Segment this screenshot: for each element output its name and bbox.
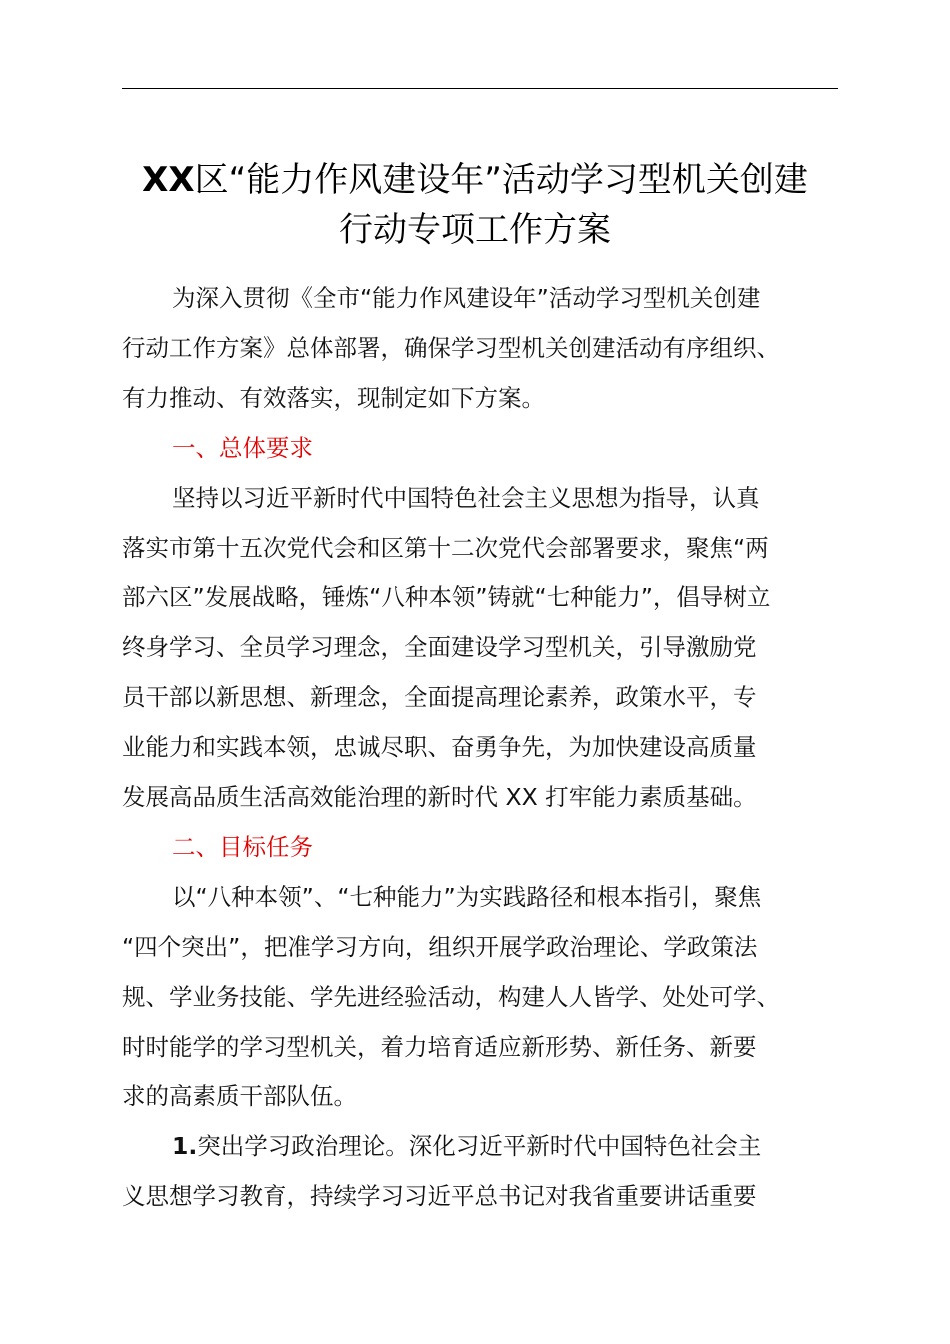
paragraph-line	[172, 1131, 761, 1161]
paragraph-line: 求的高素质干部队伍。	[122, 1082, 357, 1111]
document-title-line-1	[100, 152, 850, 201]
document-title-line-2: 行动专项工作方案	[339, 210, 611, 250]
section-heading: 二、目标任务	[172, 832, 313, 861]
paragraph-line: 业能力和实践本领，忠诚尽职、奋勇争先，为加快建设高质量	[122, 733, 757, 762]
paragraph-line: 有力推动、有效落实，现制定如下方案。	[122, 383, 545, 412]
paragraph-line: 行动工作方案》总体部署，确保学习型机关创建活动有序组织、	[122, 333, 780, 362]
paragraph-line: 时时能学的学习型机关，着力培育适应新形势、新任务、新要	[122, 1032, 757, 1061]
paragraph-line: 规、学业务技能、学先进经验活动，构建人人皆学、处处可学、	[122, 982, 780, 1011]
paragraph-line: 部六区”发展战略，锤炼“八种本领”铸就“七种能力”，倡导树立	[122, 583, 771, 612]
header-rule	[122, 88, 838, 89]
paragraph-line: “四个突出”，把准学习方向，组织开展学政治理论、学政策法	[122, 932, 758, 961]
item-text: 突出学习政治理论。深化习近平新时代中国特色社会主	[197, 1132, 762, 1161]
paragraph-line: 为深入贯彻《全市“能力作风建设年”活动学习型机关创建	[172, 284, 761, 312]
paragraph-line: 以“八种本领”、“七种能力”为实践路径和根本指引，聚焦	[172, 882, 762, 911]
title-line-1-text: 区“能力作风建设年”活动学习型机关创建	[194, 160, 808, 200]
title-prefix: XX	[142, 160, 195, 200]
section-heading: 一、总体要求	[172, 433, 313, 462]
paragraph-line: 发展高品质生活高效能治理的新时代 XX 打牢能力素质基础。	[122, 783, 757, 811]
paragraph-line: 终身学习、全员学习理念，全面建设学习型机关，引导激励党	[122, 633, 757, 662]
item-number: 1.	[172, 1132, 198, 1161]
paragraph-line: 员干部以新思想、新理念，全面提高理论素养，政策水平，专	[122, 683, 757, 712]
paragraph-line: 义思想学习教育，持续学习习近平总书记对我省重要讲话重要	[122, 1182, 757, 1211]
paragraph-line: 落实市第十五次党代会和区第十二次党代会部署要求，聚焦“两	[122, 533, 769, 562]
paragraph-line: 坚持以习近平新时代中国特色社会主义思想为指导，认真	[172, 483, 760, 512]
